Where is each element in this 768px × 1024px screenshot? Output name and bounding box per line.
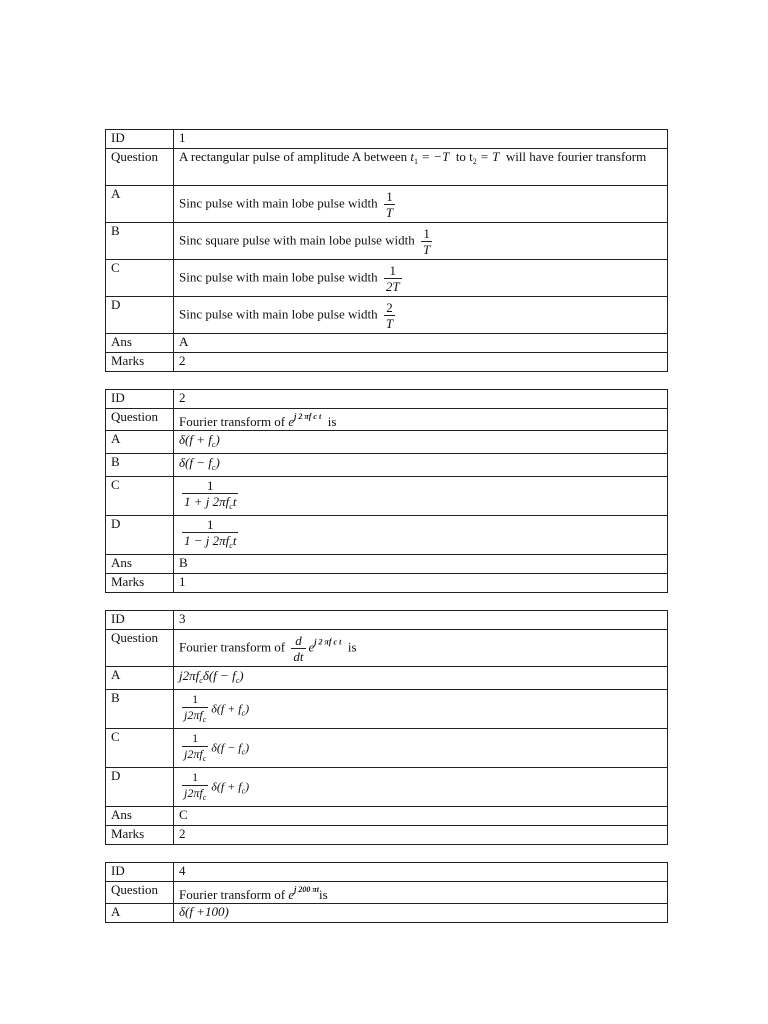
fraction: $\frac{1}{1 - j 2\pi f_ct}$ (182, 517, 238, 553)
option-b: $\delta(f - f_c)$ (174, 454, 668, 477)
option-c-label: C (106, 729, 174, 768)
fraction: $\frac{2}{T}$ (385, 299, 394, 331)
option-d (174, 516, 668, 555)
fraction: $\frac{1}{j2\pi f_c}$ (182, 731, 208, 766)
fraction: $\frac{1}{j2\pi f_c}$ (182, 692, 208, 727)
question-label: Question (106, 409, 174, 431)
id-value: 4 (174, 863, 668, 882)
question-table-2 (105, 389, 668, 593)
option-d: $\frac{1}{j2\pi f_c}$ $\delta(f + f_c)$ (174, 768, 668, 807)
option-a-label: A (106, 904, 174, 923)
ans-value: B (174, 555, 668, 574)
option-d-label: D (106, 516, 174, 555)
fraction: $\frac{1}{T}$ (423, 225, 431, 257)
option-a: $j2\pi f_c\delta(f - f_c)$ (174, 667, 668, 690)
id-label: ID (106, 130, 174, 149)
option-c: $\frac{1}{j2\pi f_c}$ $\delta(f - f_c)$ (174, 729, 668, 768)
question-text: Fourier transform of $e^{j 200 \pi t}is$ (174, 882, 668, 904)
fraction: $\frac{1}{2T}$ (385, 262, 400, 294)
option-a-label: A (106, 186, 174, 223)
id-value: 2 (174, 390, 668, 409)
option-c: Sinc pulse with main lobe pulse width $\frac{1}{2T}$ (174, 260, 668, 297)
ans-value: A (174, 334, 668, 353)
id-value: 3 (174, 611, 668, 630)
ans-label: Ans (106, 555, 174, 574)
option-c-label: C (106, 260, 174, 297)
question-text: A rectangular pulse of amplitude A between $t_1 = -T$ to $t_2 = T$ will have fourier transform (174, 149, 668, 186)
option-c (174, 477, 668, 516)
option-a-label: A (106, 667, 174, 690)
option-d: Sinc pulse with main lobe pulse width $\frac{2}{T}$ (174, 297, 668, 334)
marks-label: Marks (106, 353, 174, 372)
question-label: Question (106, 630, 174, 667)
question-bank (105, 129, 668, 940)
option-a: δ(f +100) (174, 904, 668, 923)
option-c-label: C (106, 477, 174, 516)
option-b: Sinc square pulse with main lobe pulse width $\frac{1}{T}$ (174, 223, 668, 260)
ans-value: C (174, 807, 668, 826)
option-b-label: B (106, 690, 174, 729)
marks-value: 1 (174, 574, 668, 593)
question-label: Question (106, 882, 174, 904)
fraction: $\frac{d}{dt}$ (293, 632, 304, 664)
option-a: Sinc pulse with main lobe pulse width $\frac{1}{T}$ (174, 186, 668, 223)
option-d-label: D (106, 297, 174, 334)
question-table-1 (105, 129, 668, 372)
id-label: ID (106, 390, 174, 409)
fraction: $\frac{1}{T}$ (385, 188, 394, 220)
option-a-label: A (106, 431, 174, 454)
option-b-label: B (106, 454, 174, 477)
marks-label: Marks (106, 574, 174, 593)
marks-value: 2 (174, 826, 668, 845)
marks-label: Marks (106, 826, 174, 845)
id-label: ID (106, 611, 174, 630)
question-text: Fourier transform of $\frac{d}{dt}$ $e^{j 2 \pi f c t}$ is (174, 630, 668, 667)
option-b: $\frac{1}{j2\pi f_c}$ $\delta(f + f_c)$ (174, 690, 668, 729)
id-label: ID (106, 863, 174, 882)
marks-value: 2 (174, 353, 668, 372)
id-value: 1 (174, 130, 668, 149)
question-table-3 (105, 610, 668, 845)
question-text: Fourier transform of $e^{j 2 \pi f c t}$ is (174, 409, 668, 431)
option-a: $\delta(f + f_c)$ (174, 431, 668, 454)
ans-label: Ans (106, 334, 174, 353)
option-b-label: B (106, 223, 174, 260)
question-table-4 (105, 862, 668, 923)
ans-label: Ans (106, 807, 174, 826)
fraction: $\frac{1}{1 + j 2\pi f_ct}$ (182, 478, 238, 514)
option-d-label: D (106, 768, 174, 807)
fraction: $\frac{1}{j2\pi f_c}$ (182, 770, 208, 805)
question-label: Question (106, 149, 174, 186)
t1-symbol: $t_1$ (410, 149, 419, 166)
